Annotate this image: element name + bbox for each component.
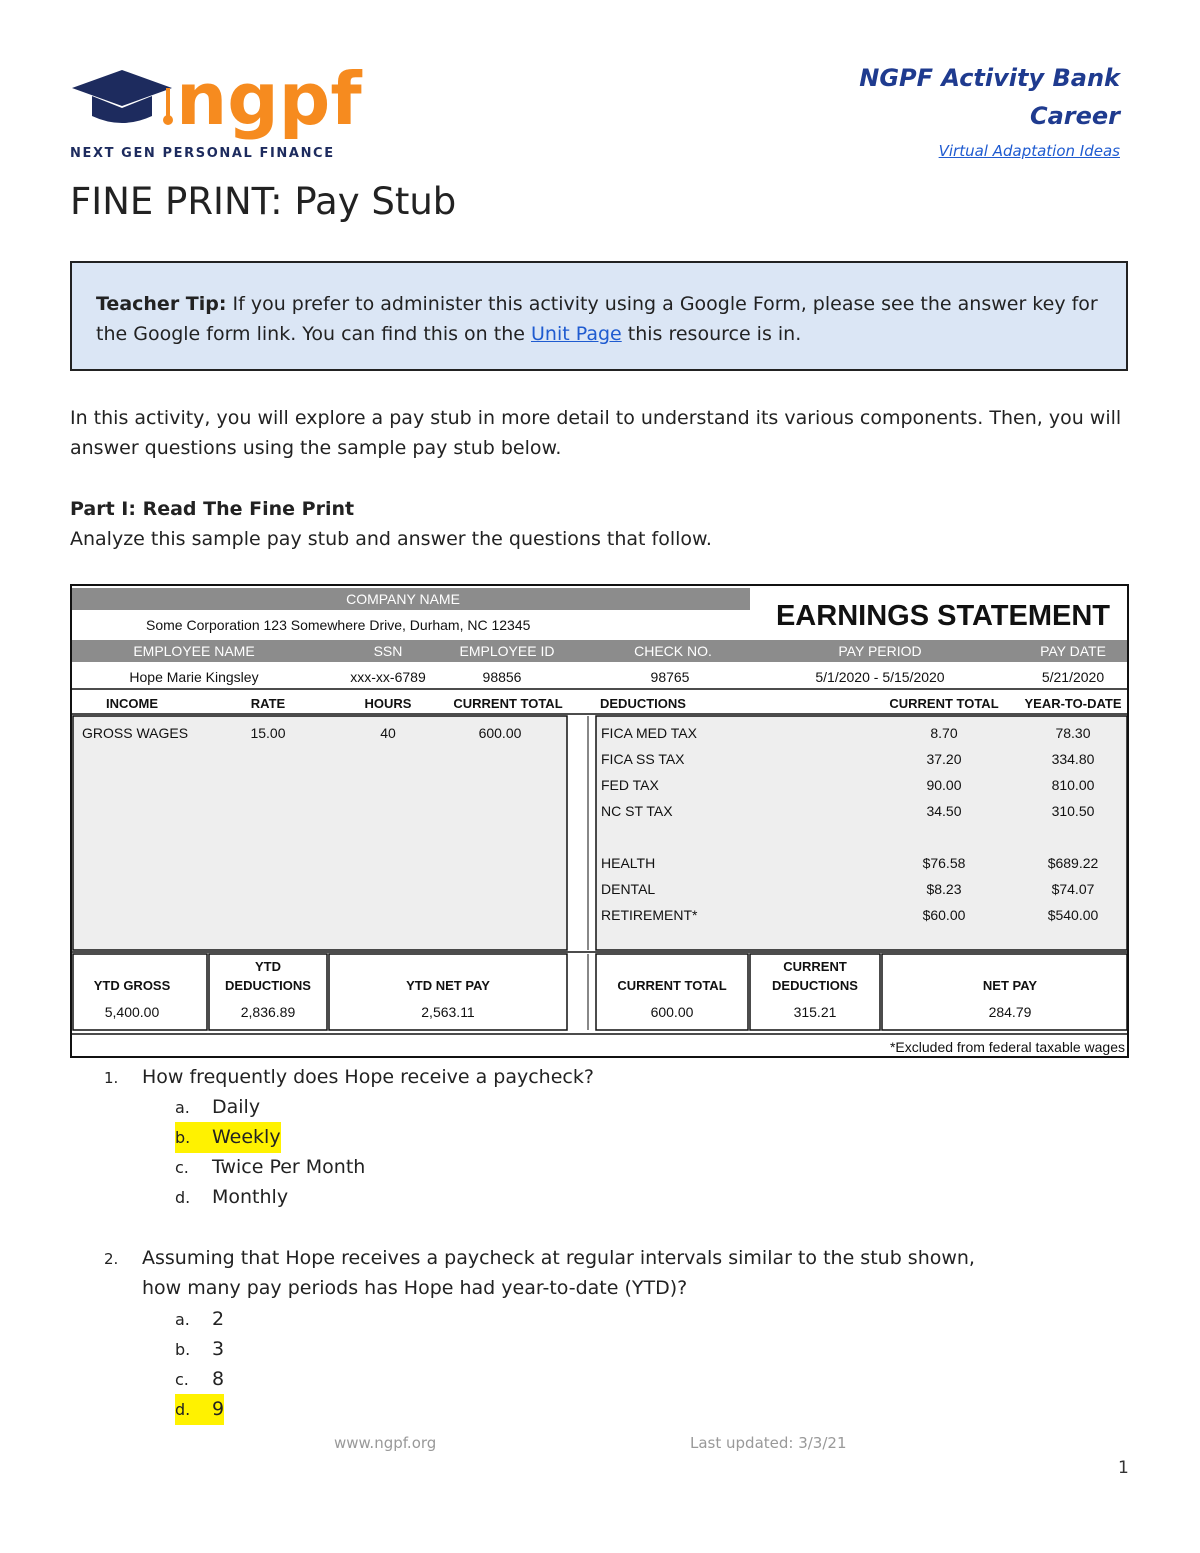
stub-footnote: *Excluded from federal taxable wages <box>889 1039 1125 1055</box>
option-letter: d. <box>175 1400 191 1419</box>
option-q2-d-highlighted <box>175 1394 224 1425</box>
ytd-net-pay-value: 2,563.11 <box>421 1004 475 1020</box>
option-letter: c. <box>175 1370 189 1389</box>
ytd-gross-value: 5,400.00 <box>104 1004 160 1020</box>
income-hours: 40 <box>380 725 396 741</box>
option-q1-a <box>175 1092 260 1123</box>
intro-paragraph: In this activity, you will explore a pay stub in more detail to understand its various components. Then, you will answer questions using the sample pay stub below. <box>70 407 1122 459</box>
ytd-deductions-label-2: DEDUCTIONS <box>225 978 311 993</box>
option-text: 2 <box>212 1308 225 1330</box>
deduction-current: 34.50 <box>926 803 962 819</box>
question-number: 2. <box>104 1250 119 1268</box>
option-letter: a. <box>175 1098 190 1117</box>
document-title: FINE PRINT: Pay Stub <box>70 180 457 223</box>
income-rate: 15.00 <box>250 725 286 741</box>
deduction-ytd: $74.07 <box>1051 881 1095 897</box>
footer-url[interactable]: www.ngpf.org <box>334 1434 437 1452</box>
company-name-label: COMPANY NAME <box>346 591 460 607</box>
question-text: How frequently does Hope receive a paycheck? <box>142 1066 594 1088</box>
value-employee-name: Hope Marie Kingsley <box>129 669 259 685</box>
logo-wordmark: ngpf <box>176 58 362 141</box>
part-title: Part I: Read The Fine Print <box>70 498 355 520</box>
option-letter: b. <box>175 1340 191 1359</box>
teacher-tip-box <box>70 261 1128 371</box>
option-q1-d <box>175 1182 288 1213</box>
col-income: INCOME <box>106 696 158 711</box>
part-description: Analyze this sample pay stub and answer the questions that follow. <box>70 528 712 550</box>
header-employee-id: EMPLOYEE ID <box>459 643 555 659</box>
page-number: 1 <box>1118 1458 1129 1478</box>
col-deductions: DEDUCTIONS <box>600 696 686 711</box>
question-text: Assuming that Hope receives a paycheck at regular intervals similar to the stub shown, <box>142 1247 975 1269</box>
col-ded-current: CURRENT TOTAL <box>889 696 999 711</box>
option-text: 9 <box>212 1398 225 1420</box>
ytd-deductions-value: 2,836.89 <box>240 1004 296 1020</box>
company-name-value: Some Corporation 123 Somewhere Drive, Durham, NC 12345 <box>146 617 531 633</box>
footer-last-updated: Last updated: 3/3/21 <box>690 1434 847 1452</box>
option-text: Daily <box>212 1096 261 1118</box>
deduction-ytd: 310.50 <box>1051 803 1095 819</box>
current-total-label: CURRENT TOTAL <box>617 978 727 993</box>
teacher-tip-text-end: this resource is in. <box>621 323 802 345</box>
value-pay-date: 5/21/2020 <box>1041 669 1105 685</box>
deduction-current: $60.00 <box>922 907 966 923</box>
deduction-name: DENTAL <box>601 881 656 897</box>
unit-page-link[interactable]: Unit Page <box>531 323 622 345</box>
net-pay-label: NET PAY <box>982 978 1038 993</box>
ytd-net-pay-label: YTD NET PAY <box>406 978 490 993</box>
col-current-total: CURRENT TOTAL <box>453 696 563 711</box>
deduction-ytd: 78.30 <box>1055 725 1091 741</box>
header-employee-name: EMPLOYEE NAME <box>133 643 255 659</box>
option-text: Monthly <box>212 1186 289 1208</box>
current-deductions-label-2: DEDUCTIONS <box>772 978 858 993</box>
question-1 <box>104 1062 594 1093</box>
header-ssn: SSN <box>373 643 403 659</box>
option-q2-b <box>175 1334 224 1365</box>
income-total: 600.00 <box>478 725 522 741</box>
ytd-gross-label: YTD GROSS <box>93 978 171 993</box>
teacher-tip-text: If you prefer to administer this activity using a Google Form, please see the answer key for the Google form link. You can find this on the <box>96 293 1098 345</box>
deduction-current: 90.00 <box>926 777 962 793</box>
activity-bank-title: NGPF Activity Bank <box>859 64 1120 92</box>
activity-bank-subtitle: Career <box>1029 102 1120 130</box>
col-year-to-date: YEAR-TO-DATE <box>1024 696 1122 711</box>
header-pay-period: PAY PERIOD <box>838 643 922 659</box>
earnings-statement-title: EARNINGS STATEMENT <box>775 600 1111 632</box>
option-letter: c. <box>175 1158 189 1177</box>
ytd-deductions-label: YTD <box>255 959 281 974</box>
question-2-line-2: how many pay periods has Hope had year-to-date (YTD)? <box>142 1277 688 1299</box>
option-text: 8 <box>212 1368 225 1390</box>
option-q1-b-highlighted <box>175 1122 281 1153</box>
option-letter: a. <box>175 1310 190 1329</box>
deduction-current: 37.20 <box>926 751 962 767</box>
option-q1-c <box>175 1152 365 1183</box>
deduction-ytd: $540.00 <box>1047 907 1099 923</box>
question-2 <box>104 1243 975 1274</box>
option-text: 3 <box>212 1338 225 1360</box>
deduction-ytd: 810.00 <box>1051 777 1095 793</box>
option-text: Twice Per Month <box>212 1156 366 1178</box>
deduction-current: $76.58 <box>922 855 966 871</box>
header-pay-date: PAY DATE <box>1040 643 1106 659</box>
option-text: Weekly <box>212 1126 281 1148</box>
deduction-current: $8.23 <box>926 881 962 897</box>
option-letter: d. <box>175 1188 191 1207</box>
option-letter: b. <box>175 1128 191 1147</box>
deduction-ytd: $689.22 <box>1047 855 1099 871</box>
current-deductions-value: 315.21 <box>793 1004 837 1020</box>
question-number: 1. <box>104 1069 119 1087</box>
value-pay-period: 5/1/2020 - 5/15/2020 <box>815 669 945 685</box>
deduction-name: NC ST TAX <box>601 803 673 819</box>
teacher-tip-label: Teacher Tip: <box>96 293 227 315</box>
income-gross-wages: GROSS WAGES <box>82 725 189 741</box>
header-check-no: CHECK NO. <box>634 643 712 659</box>
graduation-cap-icon <box>70 58 370 146</box>
current-deductions-label: CURRENT <box>783 959 847 974</box>
col-hours: HOURS <box>364 696 412 711</box>
virtual-adaptation-link[interactable]: Virtual Adaptation Ideas <box>938 142 1120 160</box>
logo-tagline: NEXT GEN PERSONAL FINANCE <box>70 146 335 161</box>
option-q2-c <box>175 1364 224 1395</box>
value-check-no: 98765 <box>650 669 690 685</box>
option-q2-a <box>175 1304 224 1335</box>
value-ssn: xxx-xx-6789 <box>350 669 426 685</box>
current-total-value: 600.00 <box>650 1004 694 1020</box>
col-rate: RATE <box>250 696 286 711</box>
pay-stub <box>70 584 1130 1058</box>
value-employee-id: 98856 <box>482 669 522 685</box>
deduction-name: RETIREMENT* <box>601 907 698 923</box>
deduction-name: FICA SS TAX <box>601 751 685 767</box>
deduction-name: HEALTH <box>601 855 656 871</box>
deduction-name: FICA MED TAX <box>601 725 697 741</box>
deduction-ytd: 334.80 <box>1051 751 1095 767</box>
net-pay-value: 284.79 <box>988 1004 1032 1020</box>
deduction-current: 8.70 <box>930 725 958 741</box>
deduction-name: FED TAX <box>601 777 659 793</box>
